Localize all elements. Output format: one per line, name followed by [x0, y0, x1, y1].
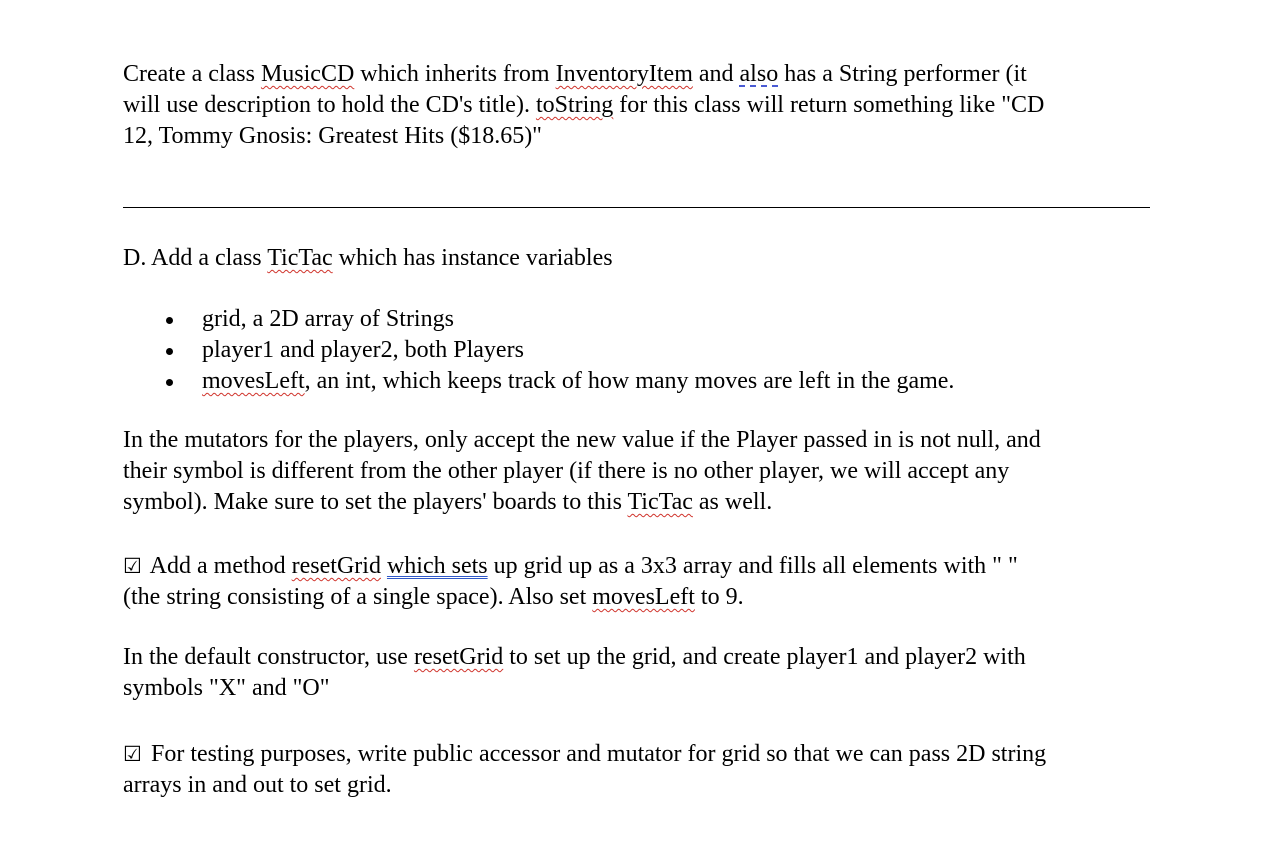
bullet-icon	[166, 379, 173, 386]
class-name-inventoryitem: InventoryItem	[555, 61, 693, 87]
intro-line-2: will use description to hold the CD's title). toString for this class will return something like "CD	[123, 92, 1045, 118]
var-name-movesleft: movesLeft	[202, 368, 305, 394]
constructor-paragraph: In the default constructor, use resetGrid to set up the grid, and create player1 and player2 with symbols "X" and "O"	[123, 644, 1026, 701]
list-item: grid, a 2D array of Strings	[163, 304, 954, 335]
var-name-movesleft: movesLeft	[592, 584, 695, 610]
horizontal-divider	[123, 207, 1150, 208]
bullet-icon	[166, 317, 173, 324]
list-item: player1 and player2, both Players	[163, 335, 954, 366]
mutators-paragraph: In the mutators for the players, only accept the new value if the Player passed in is not null, and their symbol is different from the other player (if there is no other player, we will accept any symbol). Make sure to set the players' boards to this TicTac as well.	[123, 427, 1041, 515]
intro-line-1: Create a class MusicCD which inherits from InventoryItem and also has a String performer (it	[123, 61, 1027, 87]
grammar-flag-also: also	[739, 61, 779, 87]
method-name-resetgrid: resetGrid	[413, 644, 504, 670]
method-name-tostring: toString	[535, 92, 614, 118]
class-name-musiccd: MusicCD	[260, 61, 355, 87]
section-d-heading: D. Add a class TicTac which has instance variables	[123, 245, 613, 271]
class-name-tictac: TicTac	[267, 245, 333, 271]
instance-variable-list	[163, 304, 954, 397]
checkbox-checked-icon: ☑	[123, 554, 142, 578]
grammar-flag-which-sets: which sets	[386, 553, 488, 579]
class-name-tictac: TicTac	[627, 489, 693, 515]
checkbox-checked-icon: ☑	[123, 742, 142, 766]
reset-grid-paragraph: ☑ Add a method resetGrid which sets up grid up as a 3x3 array and fills all elements with " " (the string consisting of a single space). Also set movesLeft to 9.	[123, 553, 1018, 610]
intro-line-3: 12, Tommy Gnosis: Greatest Hits ($18.65)"	[123, 123, 542, 149]
intro-paragraph	[123, 59, 1163, 152]
bullet-icon	[166, 348, 173, 355]
testing-paragraph: ☑ For testing purposes, write public accessor and mutator for grid so that we can pass 2D string arrays in and out to set grid.	[123, 741, 1047, 798]
method-name-resetgrid: resetGrid	[291, 553, 381, 579]
list-item: movesLeft, an int, which keeps track of how many moves are left in the game.	[163, 366, 954, 397]
